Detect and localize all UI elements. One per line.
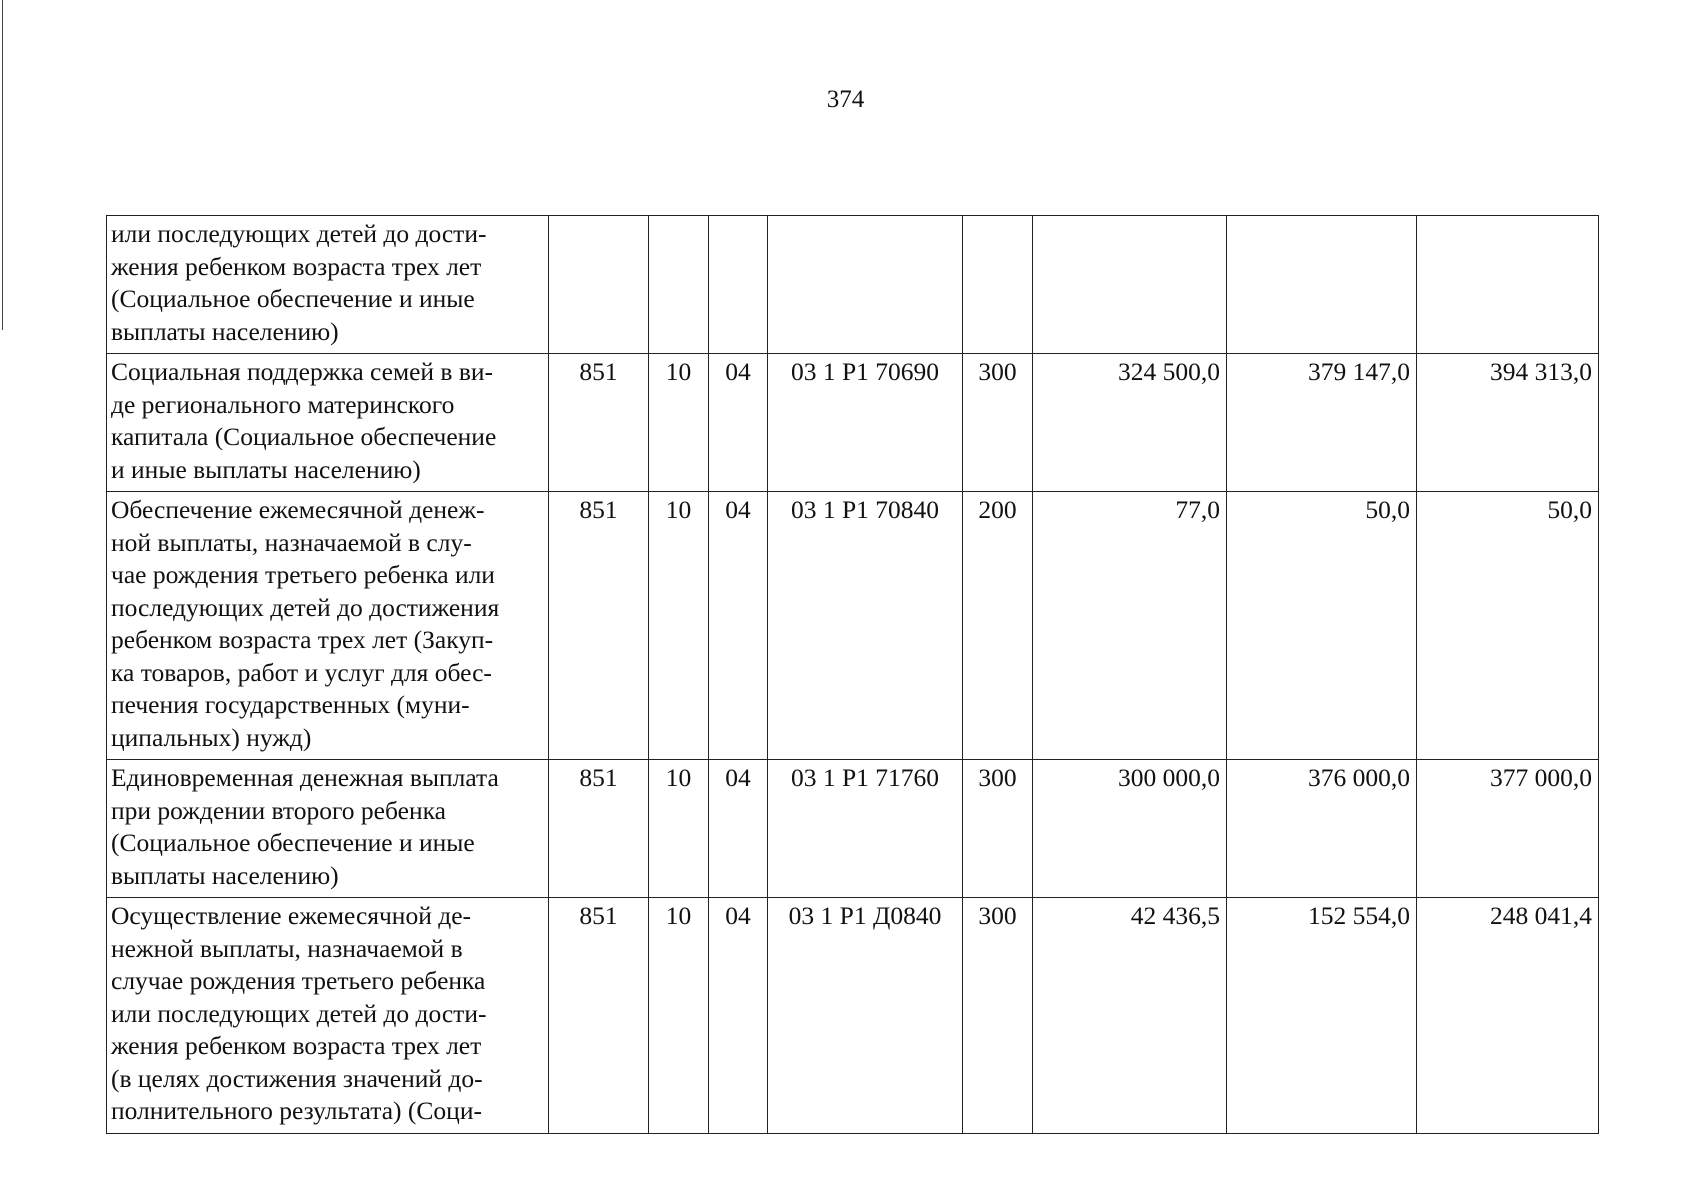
- subsection-code: [709, 216, 768, 354]
- expense-type: 300: [963, 354, 1033, 492]
- amount-year-2: 152 554,0: [1227, 898, 1417, 1134]
- section-code: [649, 216, 709, 354]
- row-description: Единовременная денежная выплата при рождении второго ребенка (Социальное обеспечение и иные выплаты населению): [107, 760, 549, 898]
- expense-type: 300: [963, 760, 1033, 898]
- ministry-code: 851: [549, 492, 649, 760]
- amount-year-1: 77,0: [1033, 492, 1227, 760]
- target-article: 03 1 Р1 71760: [768, 760, 963, 898]
- subsection-code: 04: [709, 492, 768, 760]
- ministry-code: [549, 216, 649, 354]
- row-description: Социальная поддержка семей в ви- де регионального материнского капитала (Социальное обеспечение и иные выплаты населению): [107, 354, 549, 492]
- table-row: [107, 898, 1599, 1134]
- section-code: 10: [649, 354, 709, 492]
- row-description: Обеспечение ежемесячной денеж- ной выплаты, назначаемой в слу- чае рождения третьего ребенка или последующих детей до достижения ребенком возраста трех лет (Закуп- ка товаров, работ и услуг для обес- печения государственных (муни- ципальных) нужд): [107, 492, 549, 760]
- subsection-code: 04: [709, 354, 768, 492]
- amount-year-3: [1417, 216, 1599, 354]
- table-row: [107, 216, 1599, 354]
- section-code: 10: [649, 760, 709, 898]
- amount-year-2: 376 000,0: [1227, 760, 1417, 898]
- section-code: 10: [649, 898, 709, 1134]
- amount-year-3: 377 000,0: [1417, 760, 1599, 898]
- amount-year-2: 50,0: [1227, 492, 1417, 760]
- page-edge-line: [2, 0, 3, 330]
- amount-year-1: 42 436,5: [1033, 898, 1227, 1134]
- target-article: [768, 216, 963, 354]
- target-article: 03 1 Р1 70690: [768, 354, 963, 492]
- page-number: 374: [826, 86, 865, 113]
- subsection-code: 04: [709, 898, 768, 1134]
- row-description: или последующих детей до дости- жения ребенком возраста трех лет (Социальное обеспечение и иные выплаты населению): [107, 216, 549, 354]
- target-article: 03 1 Р1 70840: [768, 492, 963, 760]
- section-code: 10: [649, 492, 709, 760]
- row-description: Осуществление ежемесячной де- нежной выплаты, назначаемой в случае рождения третьего ребенка или последующих детей до дости- жения ребенком возраста трех лет (в целях достижения значений до- полнительного результата) (Соци-: [107, 898, 549, 1134]
- expense-type: 300: [963, 898, 1033, 1134]
- amount-year-3: 50,0: [1417, 492, 1599, 760]
- amount-year-2: 379 147,0: [1227, 354, 1417, 492]
- expense-type: 200: [963, 492, 1033, 760]
- expense-type: [963, 216, 1033, 354]
- ministry-code: 851: [549, 898, 649, 1134]
- target-article: 03 1 Р1 Д0840: [768, 898, 963, 1134]
- amount-year-3: 248 041,4: [1417, 898, 1599, 1134]
- amount-year-1: [1033, 216, 1227, 354]
- amount-year-1: 324 500,0: [1033, 354, 1227, 492]
- amount-year-3: 394 313,0: [1417, 354, 1599, 492]
- amount-year-2: [1227, 216, 1417, 354]
- subsection-code: 04: [709, 760, 768, 898]
- table-row: [107, 354, 1599, 492]
- ministry-code: 851: [549, 760, 649, 898]
- ministry-code: 851: [549, 354, 649, 492]
- amount-year-1: 300 000,0: [1033, 760, 1227, 898]
- table-row: [107, 760, 1599, 898]
- table-row: [107, 492, 1599, 760]
- budget-table: [106, 215, 1599, 1134]
